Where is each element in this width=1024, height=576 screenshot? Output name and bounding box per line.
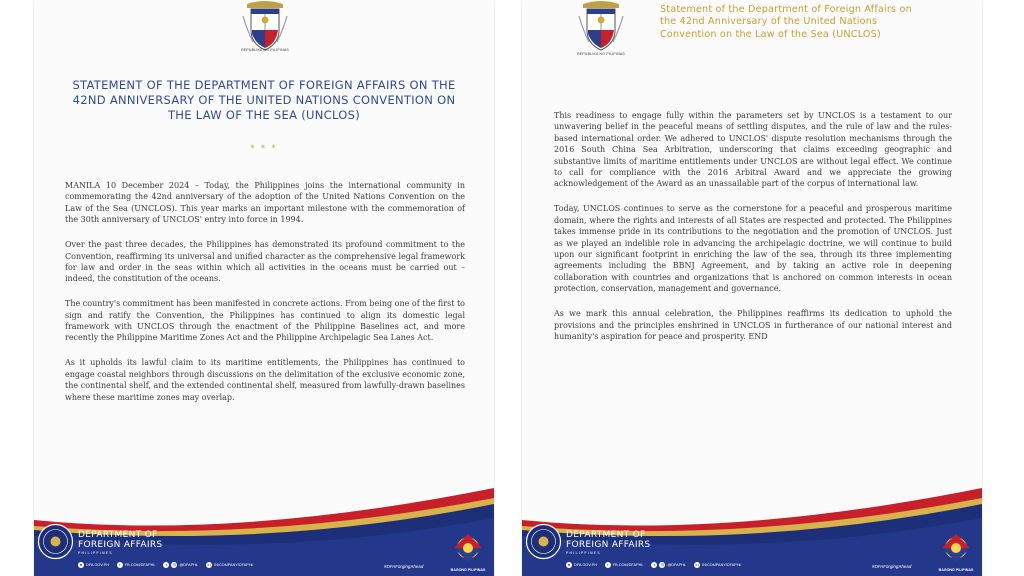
paragraph: The country's commitment has been manifested in concrete actions. From being one of the first to sign and ratify the Convention, the Philippines has continued to align its domestic legal framework with UNCLOS through the enactment of the Philippine Baselines act, and more recently the Philippine Maritime Zones Act and the Philippine Archipelagic Sea Lanes Act. <box>65 299 465 343</box>
footer-contacts <box>78 562 262 568</box>
philippine-seal-icon <box>574 0 628 58</box>
footer-hashtag: #DFAForgingAhead <box>872 564 912 569</box>
contact-x[interactable] <box>163 562 198 568</box>
dept-line-1: DEPARTMENT OF <box>566 530 646 540</box>
document-title: STATEMENT OF THE DEPARTMENT OF FOREIGN AFFAIRS ON THE 42ND ANNIVERSARY OF THE UNITED NATIONS CONVENTION ON THE LAW OF THE SEA (UNCLOS) <box>72 78 456 122</box>
contact-label: DFA.GOV.PH <box>86 563 109 567</box>
dfa-seal-icon <box>525 523 562 560</box>
footer-contacts <box>566 562 750 568</box>
dept-line-3: PHILIPPINES <box>78 551 113 555</box>
running-heading: Statement of the Department of Foreign Affairs on the 42nd Anniversary of the United Nations Convention on the Law of the Sea (UNCLOS) <box>660 4 912 40</box>
dept-line-2: FOREIGN AFFAIRS <box>78 540 163 550</box>
footer-department-name <box>78 530 162 555</box>
footer-department-name <box>566 530 650 555</box>
bagong-pilipinas-label: BAGONG PILIPINAS <box>450 568 486 572</box>
contact-x[interactable] <box>651 562 686 568</box>
document-body <box>554 110 952 356</box>
philippine-seal-icon <box>238 0 292 54</box>
contact-label: IN/COMPANY/DFAPHL <box>214 563 254 567</box>
contact-website[interactable] <box>78 562 109 568</box>
instagram-icon: ◎ <box>660 562 665 567</box>
contact-label: FB.COM/DFAPHL <box>612 563 644 567</box>
contact-label: @DFAPHL <box>667 563 687 567</box>
bagong-pilipinas-label: BAGONG PILIPINAS <box>938 568 974 572</box>
facebook-icon: f <box>117 562 123 568</box>
dept-line-2: FOREIGN AFFAIRS <box>566 540 651 550</box>
contact-label: DFA.GOV.PH <box>574 563 597 567</box>
globe-icon: ● <box>79 562 83 567</box>
bagong-pilipinas-logo-icon <box>448 530 488 574</box>
linkedin-icon: in <box>207 562 211 567</box>
paragraph: As it upholds its lawful claim to its maritime entitlements, the Philippines has continued to engage coastal neighbors through discussions on the delimitation of the exclusive economic zone, the continental shelf, and the extended continental shelf, measured from lawfully-drawn baselines where these maritime zones may overlap. <box>65 358 465 402</box>
document-page-2 <box>522 0 982 576</box>
dept-line-1: DEPARTMENT OF <box>78 530 158 540</box>
facebook-icon: f <box>605 562 611 568</box>
paragraph: As we mark this annual celebration, the Philippines reaffirms its dedication to uphold the provisions and the principles enshrined in UNCLOS in furtherance of our national interest and humanity's aspiration for peace and prosperity. END <box>554 309 952 341</box>
bagong-pilipinas-logo-icon <box>936 530 976 574</box>
title-separator: * * * <box>250 144 278 153</box>
contact-linkedin[interactable] <box>206 562 254 568</box>
seal-caption: REPUBLIKA NG PILIPINAS <box>241 48 289 52</box>
dfa-seal-icon <box>37 523 74 560</box>
x-icon: x <box>653 562 656 567</box>
paragraph: Today, UNCLOS continues to serve as the cornerstone for a peaceful and prosperous maritime domain, where the rights and interests of all States are respected and protected. The Philippines takes immense pride in its contributions to the negotiation and the promotion of UNCLOS. Just as we played an indelible role in advancing the archipelagic doctrine, we will continue to build upon our significant footprint in enriching the law of the sea, through its three implementing agreements including the BBNJ Agreement, and by taking an active role in deepening collaboration with countries and organizations that is anchored on common interests in ocean protection, conservation, management and governance. <box>554 204 952 294</box>
document-body <box>65 180 465 417</box>
contact-facebook[interactable] <box>605 562 644 568</box>
contact-label: FB.COM/DFAPHL <box>124 563 156 567</box>
x-icon: x <box>165 562 168 567</box>
globe-icon: ● <box>567 562 571 567</box>
contact-linkedin[interactable] <box>694 562 742 568</box>
paragraph: This readiness to engage fully within the parameters set by UNCLOS is a testament to our unwavering belief in the peaceful means of settling disputes, and the rule of law and the rules-based international order. We adhered to UNCLOS' dispute resolution mechanisms through the 2016 South China Sea Arbitration, underscoring that claims exceeding geographic and substantive limits of maritime entitlements under UNCLOS are without legal effect. We continue to call for compliance with the 2016 Arbitral Award and we appreciate the growing acknowledgement of the Award as an unassailable part of the corpus of international law. <box>554 111 952 189</box>
contact-facebook[interactable] <box>117 562 156 568</box>
instagram-icon: ◎ <box>172 562 177 567</box>
dept-line-3: PHILIPPINES <box>566 551 601 555</box>
linkedin-icon: in <box>695 562 699 567</box>
footer-hashtag: #DFAForgingAhead <box>384 564 424 569</box>
contact-website[interactable] <box>566 562 597 568</box>
paragraph: MANILA 10 December 2024 – Today, the Philippines joins the international community in commemorating the 42nd anniversary of the adoption of the United Nations Convention on the Law of the Sea (UNCLOS). This year marks an important milestone with the commemoration of the 30th anniversary of UNCLOS' entry into force in 1994. <box>65 181 465 225</box>
document-page-1 <box>34 0 494 576</box>
paragraph: Over the past three decades, the Philippines has demonstrated its profound commitment to the Convention, reaffirming its universal and unified character as the comprehensive legal framework for law and order in the seas within which all activities in the oceans must be carried out – indeed, the constitution of the oceans. <box>65 240 465 284</box>
seal-caption: REPUBLIKA NG PILIPINAS <box>577 52 625 56</box>
contact-label: @DFAPHL <box>179 563 199 567</box>
contact-label: IN/COMPANY/DFAPHL <box>702 563 742 567</box>
